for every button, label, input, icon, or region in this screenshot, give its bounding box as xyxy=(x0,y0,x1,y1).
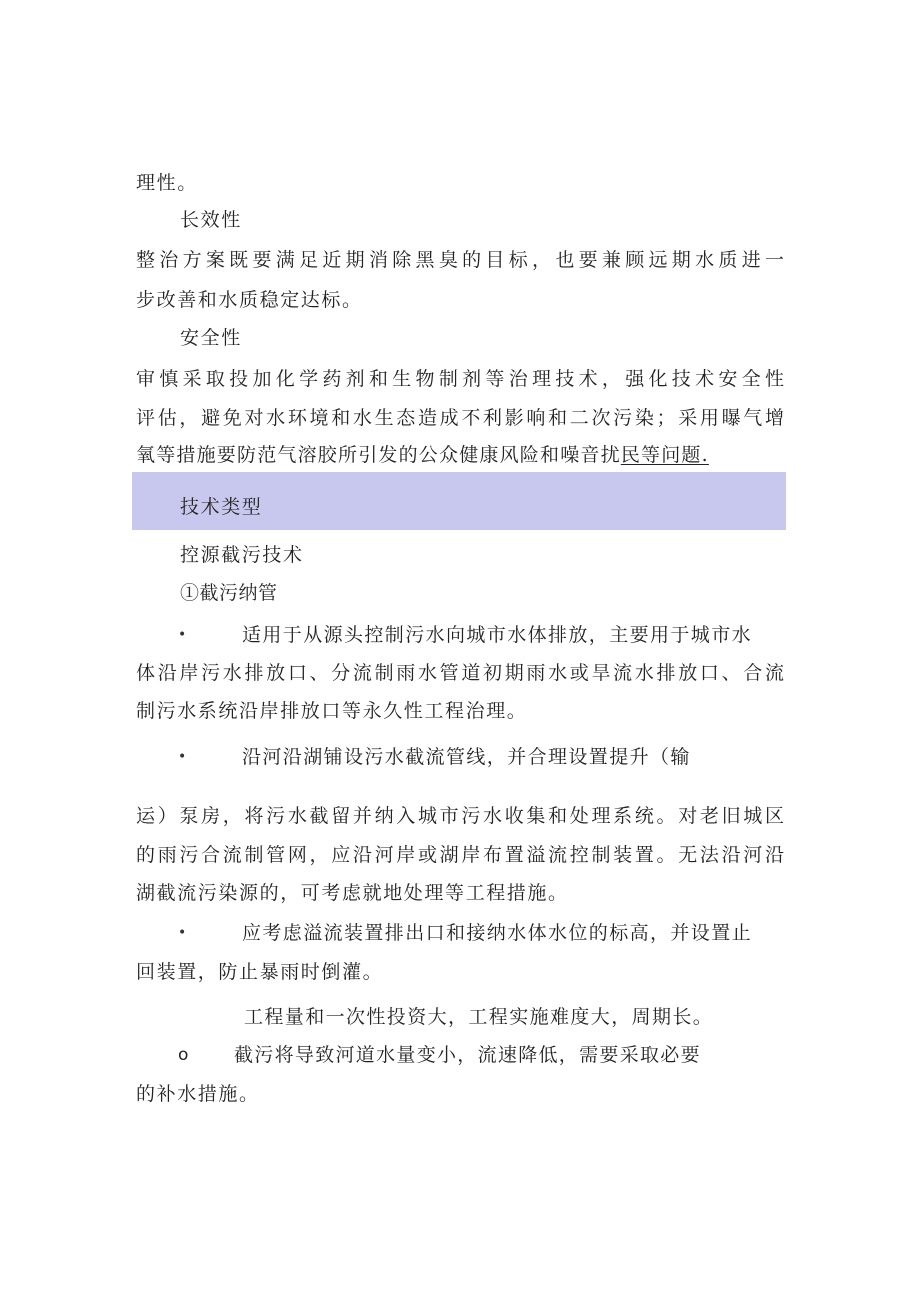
bullet-dot-icon: • xyxy=(178,627,187,643)
paragraph-line: 步改善和水质稳定达标。 xyxy=(136,289,363,311)
item-title: ①截污纳管 xyxy=(180,582,278,604)
bullet-line: 应考虑溢流装置排出口和接纳水体水位的标高，并设置止 xyxy=(242,922,753,944)
bullet-line: 湖截流污染源的，可考虑就地处理等工程措施。 xyxy=(136,882,569,904)
bullet-line: 沿河沿湖铺设污水截流管线，并合理设置提升（输 xyxy=(242,746,691,768)
bullet-dot-icon: • xyxy=(178,925,187,941)
bullet-dot-icon: • xyxy=(178,749,187,765)
paragraph-line xyxy=(136,442,709,468)
circle-bullet-icon: o xyxy=(178,1045,189,1065)
bullet-line: 回装置，防止暴雨时倒灌。 xyxy=(136,961,384,983)
bullet-line: 的补水措施。 xyxy=(136,1083,260,1105)
bullet-line: 制污水系统沿岸排放口等永久性工程治理。 xyxy=(136,700,528,722)
paragraph-tail: 理性。 xyxy=(136,172,198,194)
heading-anquan: 安全性 xyxy=(180,327,242,349)
subsection-title: 控源截污技术 xyxy=(180,544,304,566)
bullet-line: 体沿岸污水排放口、分流制雨水管道初期雨水或旱流水排放口、合流 xyxy=(136,662,784,684)
bullet-line: 的雨污合流制管网，应沿河岸或湖岸布置溢流控制装置。无法沿河沿 xyxy=(136,844,784,866)
bullet-line: 适用于从源头控制污水向城市水体排放，主要用于城市水 xyxy=(242,624,753,646)
underlined-text: 民等问题. xyxy=(620,444,709,466)
heading-changxiao: 长效性 xyxy=(180,209,242,231)
section-band xyxy=(132,472,786,530)
paragraph-line: 审慎采取投加化学药剂和生物制剂等治理技术，强化技术安全性 xyxy=(136,368,784,390)
paragraph-text: 氧等措施要防范气溶胶所引发的公众健康风险和噪音扰 xyxy=(136,444,621,466)
paragraph-line: 整治方案既要满足近期消除黑臭的目标，也要兼顾远期水质进一 xyxy=(136,249,784,271)
section-title: 技术类型 xyxy=(180,496,263,518)
bullet-line: 工程量和一次性投资大，工程实施难度大，周期长。 xyxy=(244,1006,714,1028)
bullet-line: 运）泵房，将污水截留并纳入城市污水收集和处理系统。对老旧城区 xyxy=(136,805,784,827)
bullet-line: 截污将导致河道水量变小，流速降低，需要采取必要 xyxy=(234,1044,701,1066)
paragraph-line: 评估，避免对水环境和水生态造成不利影响和二次污染；采用曝气增 xyxy=(136,407,784,429)
